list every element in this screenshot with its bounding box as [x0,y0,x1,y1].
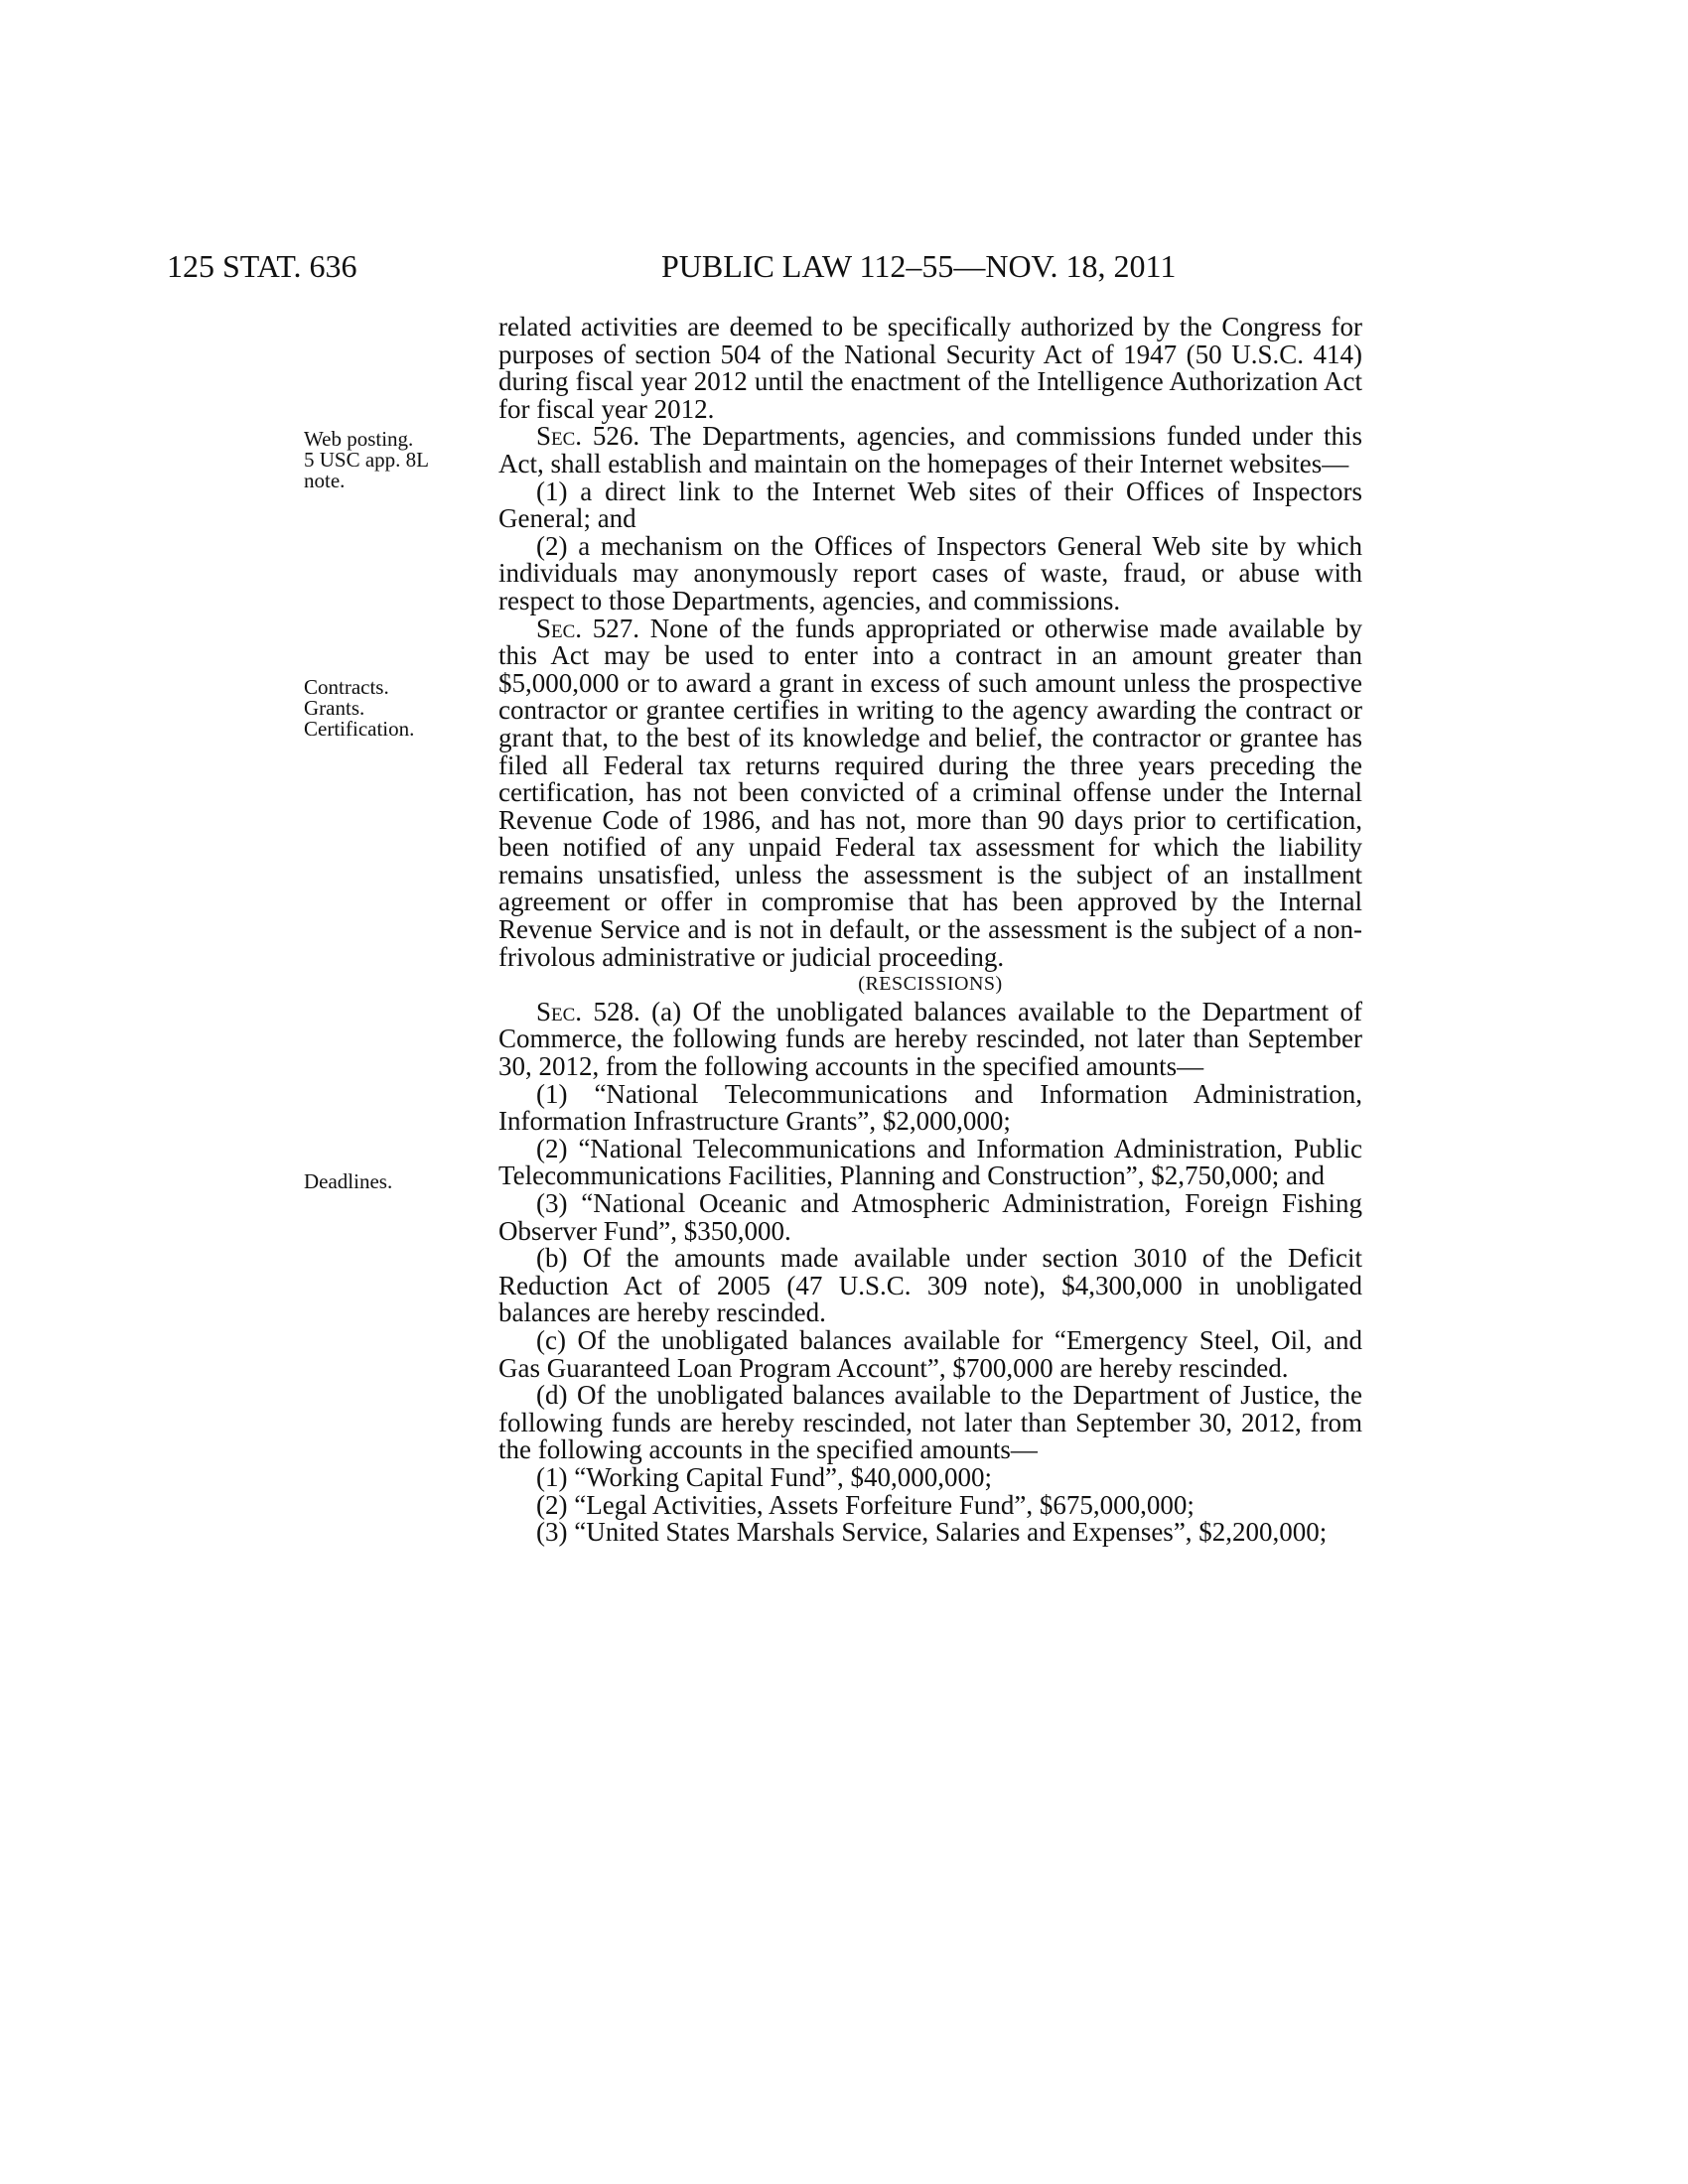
section-label: Sec. [536,613,583,643]
section-527 [498,615,1362,972]
section-528-a [498,996,1362,1082]
rescissions-heading: (RESCISSIONS) [858,973,1003,996]
section-528-b: (b) Of the amounts made available under section 3010 of the Deficit Reduction Act of 2005 (47 U.S.C. 309 note), $4,300,000 in unobligated balances are hereby rescinded. [498,1243,1362,1328]
section-528-d-item-2: (2) “Legal Activities, Assets Forfeiture Fund”, $675,000,000; [536,1489,1195,1520]
margin-note-web-posting [304,429,429,491]
section-528-d-item-1: (1) “Working Capital Fund”, $40,000,000; [536,1461,993,1492]
section-label: Sec. [536,421,583,452]
section-528-d: (d) Of the unobligated balances available to the Department of Justice, the following funds are hereby rescinded, not later than September 30, 2012, from the following accounts in the specified amounts— [498,1380,1362,1465]
margin-note-line: note. [304,469,346,492]
section-526-item-2: (2) a mechanism on the Offices of Inspectors General Web site by which individuals may anonymously report cases of waste, fraud, or abuse with respect to those Departments, agencies, and commissions. [498,530,1362,615]
running-title: PUBLIC LAW 112–55—NOV. 18, 2011 [661,248,1177,284]
statute-page-number: 125 STAT. 636 [167,248,357,284]
margin-note-line: 5 USC app. 8L [304,448,429,472]
margin-note-line: Contracts. [304,675,389,699]
section-528-c: (c) Of the unobligated balances available for “Emergency Steel, Oil, and Gas Guaranteed Loan Program Account”, $700,000 are hereby rescinded. [498,1324,1362,1383]
section-528-a-item-3: (3) “National Oceanic and Atmospheric Administration, Foreign Fishing Observer Fund”, $350,000. [498,1188,1362,1246]
section-label: Sec. [536,996,583,1026]
section-528-a-item-1: (1) “National Telecommunications and Information Administration, Information Infrastructure Grants”, $2,000,000; [498,1078,1362,1137]
section-528-d-item-3: (3) “United States Marshals Service, Salaries and Expenses”, $2,200,000; [536,1517,1328,1548]
section-528-a-item-2: (2) “National Telecommunications and Information Administration, Public Telecommunications Facilities, Planning and Construction”, $2,750,000; and [498,1133,1362,1191]
paragraph-intro: related activities are deemed to be specifically authorized by the Congress for purposes of section 504 of the National Security Act of 1947 (50 U.S.C. 414) during fiscal year 2012 until the enactment of the Intelligence Authorization Act for fiscal year 2012. [498,312,1362,424]
margin-note-contracts [304,677,414,740]
margin-note-line: Deadlines. [304,1169,393,1193]
body-text [498,314,1362,1547]
section-526-text: 526. The Departments, agencies, and commissions funded under this Act, shall establish and maintain on the homepages of their Internet websites— [498,421,1362,478]
section-527-text: 527. None of the funds appropriated or otherwise made available by this Act may be used to enter into a contract in an amount greater than $5,000,000 or to award a grant in excess of such amount unless the prospective contractor or grantee certifies in writing to the agency awarding the contract or grant that, to the best of its knowledge and belief, the contractor or grantee has filed all Federal tax returns required during the three years preceding the certification, has not been convicted of a criminal offense under the Internal Revenue Code of 1986, and has not, more than 90 days prior to certification, been notified of any unpaid Federal tax assessment for which the liability remains unsatisfied, unless the assessment is the subject of an installment agreement or offer in compromise that has been approved by the Internal Revenue Service and is not in default, or the assessment is the subject of a non-frivolous administrative or judicial proceeding. [498,613,1362,972]
margin-note-deadlines [304,1171,392,1192]
section-528-a-text: 528. (a) Of the unobligated balances available to the Department of Commerce, the following funds are hereby rescinded, not later than September 30, 2012, from the following accounts in the specified amounts— [498,996,1362,1082]
section-526-item-1: (1) a direct link to the Internet Web sites of their Offices of Inspectors General; and [498,476,1362,534]
margin-note-line: Web posting. [304,427,414,451]
section-526 [498,423,1362,478]
margin-note-line: Grants. [304,696,365,720]
margin-note-line: Certification. [304,717,415,741]
